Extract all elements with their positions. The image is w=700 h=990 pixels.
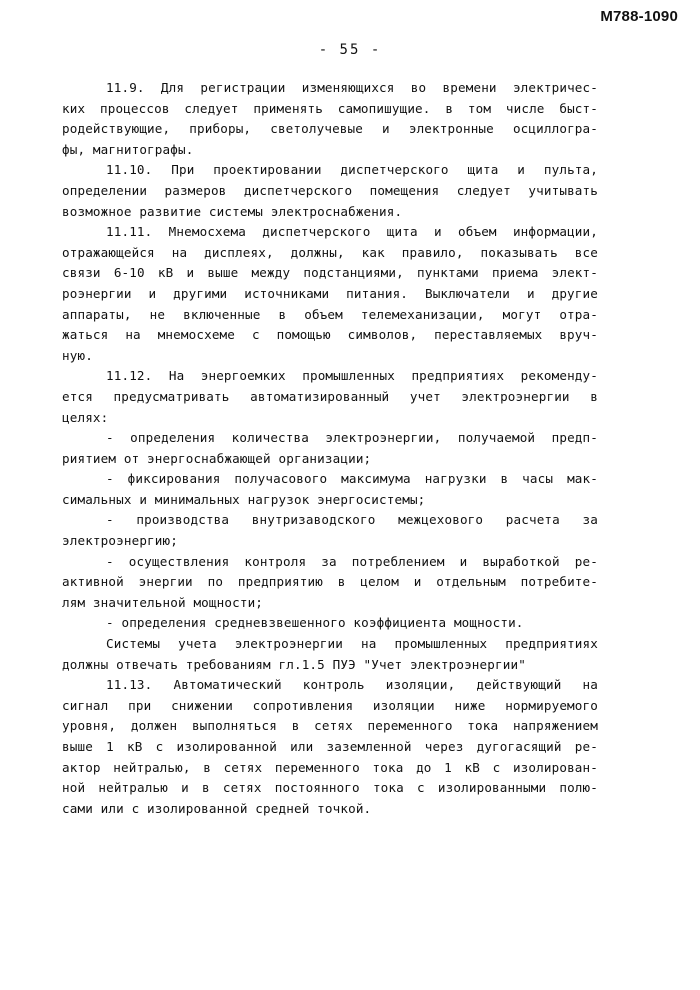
text-line: активной энергии по предприятию в целом и отдельным потребите- (62, 574, 598, 590)
text-line: ную. (62, 347, 93, 363)
text-line: актор нейтралью, в сетях переменного тока до 1 кВ с изолирован- (62, 759, 598, 775)
text-line: возможное развитие системы электроснабжения. (62, 203, 403, 219)
text-line: - производства внутризаводского межцехового расчета за (106, 512, 598, 528)
text-line: сигнал при снижении сопротивления изоляции ниже нормируемого (62, 697, 598, 713)
text-line: риятием от энергоснабжающей организации; (62, 450, 372, 466)
paragraph-11-9 (62, 78, 598, 160)
text-line: связи 6-10 кВ и выше между подстанциями, пунктами приема элект- (62, 265, 598, 281)
document-code: M788-1090 (600, 8, 678, 25)
list-item-energy-received (62, 428, 598, 469)
text-line: - определения средневзвешенного коэффициента мощности. (106, 615, 524, 631)
list-item-half-hour-maximum (62, 469, 598, 510)
text-line: 11.12. На энергоемких промышленных предприятиях рекоменду- (106, 368, 598, 384)
paragraph-11-11 (62, 222, 598, 366)
text-line: ной нейтралью и в сетях постоянного тока с изолированными полю- (62, 780, 598, 796)
text-line: - фиксирования получасового максимума нагрузки в часы мак- (106, 471, 598, 487)
text-line: определении размеров диспетчерского помещения следует учитывать (62, 182, 598, 198)
text-line: 11.9. Для регистрации изменяющихся во времени электричес- (106, 80, 598, 95)
text-line: Системы учета электроэнергии на промышленных предприятиях (106, 636, 598, 652)
text-line: родействующие, приборы, светолучевые и электронные осциллогра- (62, 121, 598, 137)
text-line: выше 1 кВ с изолированной или заземленной через дугогасящий ре- (62, 739, 598, 754)
paragraph-metering-systems (62, 634, 598, 675)
text-line: аппараты, не включенные в объем телемеханизации, могут отра- (62, 306, 598, 322)
text-line: 11.10. При проектировании диспетчерского щита и пульта, (106, 162, 598, 178)
text-line: 11.11. Мнемосхема диспетчерского щита и объем информации, (106, 224, 598, 240)
paragraph-11-10 (62, 160, 598, 222)
list-item-power-factor (62, 613, 598, 634)
text-line: роэнергии и другими источниками питания. Выключатели и другие (62, 285, 598, 301)
text-line: - определения количества электроэнергии, получаемой предп- (106, 430, 598, 446)
text-line: симальных и минимальных нагрузок энергосистемы; (62, 491, 426, 507)
text-line: ется предусматривать автоматизированный учет электроэнергии в (62, 388, 598, 404)
document-body (62, 78, 598, 819)
list-item-reactive-energy (62, 552, 598, 614)
text-line: отражающейся на дисплеях, должны, как правило, показывать все (62, 244, 598, 260)
text-line: должны отвечать требованиям гл.1.5 ПУЭ "Учет электроэнергии" (62, 656, 526, 672)
text-line: ких процессов следует применять самопишущие. в том числе быст- (62, 100, 598, 116)
text-line: сами или с изолированной средней точкой. (62, 800, 372, 816)
paragraph-11-12 (62, 366, 598, 428)
text-line: целях: (62, 409, 109, 425)
text-line: - осуществления контроля за потреблением и выработкой ре- (106, 553, 598, 569)
text-line: 11.13. Автоматический контроль изоляции, действующий на (106, 677, 598, 693)
text-line: лям значительной мощности; (62, 594, 264, 610)
page-number: - 55 - (318, 42, 382, 58)
text-line: фы, магнитографы. (62, 141, 194, 157)
text-line: электроэнергию; (62, 533, 178, 549)
text-line: жаться на мнемосхеме с помощью символов, переставляемых вруч- (62, 327, 598, 343)
paragraph-11-13 (62, 675, 598, 819)
text-line: уровня, должен выполняться в сетях переменного тока напряжением (62, 718, 598, 734)
list-item-internal-settlement (62, 510, 598, 551)
